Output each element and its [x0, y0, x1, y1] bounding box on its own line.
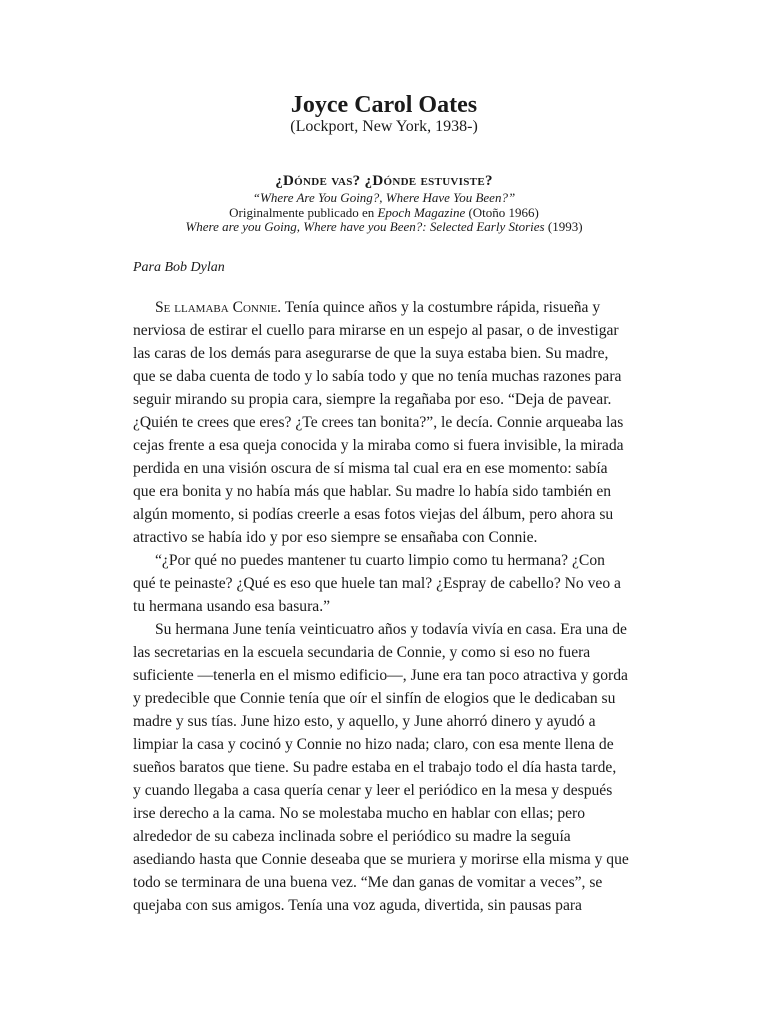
- body-line: las secretarias en la escuela secundaria de Connie, y como si eso no fuera: [133, 644, 591, 661]
- body-line: sueños baratos que tiene. Su padre estaba en el trabajo todo el día hasta tarde,: [133, 759, 617, 776]
- body-line: quejaba con sus amigos. Tenía una voz aguda, divertida, sin pausas para: [133, 897, 582, 914]
- body-line: alrededor de su cabeza inclinada sobre el periódico su madre la seguía: [133, 828, 571, 845]
- body-line: madre y sus tías. June hizo esto, y aquello, y June ahorró dinero y ayudó a: [133, 713, 596, 730]
- collection-year: (1993): [544, 219, 583, 234]
- body-line: nerviosa de estirar el cuello para mirarse en un espejo al pasar, o de investigar: [133, 322, 619, 339]
- publication-prefix: Originalmente publicado en: [229, 205, 378, 220]
- body-line: tu hermana usando esa basura.”: [133, 598, 331, 615]
- opening-smallcaps: Se llamaba Connie.: [155, 299, 282, 316]
- body-line: Su hermana June tenía veinticuatro años y todavía vivía en casa. Era una de: [155, 621, 627, 638]
- body-line: seguir mirando su propia cara, siempre la regañaba por eso. “Deja de pavear.: [133, 391, 612, 408]
- body-line-text: Tenía quince años y la costumbre rápida, risueña y: [281, 299, 601, 316]
- body-line: asediando hasta que Connie deseaba que se muriera y morirse ella misma y que: [133, 851, 629, 868]
- body-line: atractivo se había ido y por eso siempre se ensañaba con Connie.: [133, 529, 538, 546]
- body-line: cejas frente a esa queja conocida y la miraba como si fuera invisible, la mirada: [133, 437, 624, 454]
- body-line: suficiente —tenerla en el mismo edificio—, June era tan poco atractiva y gorda: [133, 667, 628, 684]
- body-line: ¿Quién te crees que eres? ¿Te crees tan bonita?”, le decía. Connie arqueaba las: [133, 414, 624, 431]
- body-line: que se daba cuenta de todo y lo sabía todo y que no tenía muchas razones para: [133, 368, 622, 385]
- collection-title: Where are you Going, Where have you Been?: Selected Early Stories: [185, 219, 545, 234]
- body-line: y predecible que Connie tenía que oír el sinfín de elogios que le dedicaban su: [133, 690, 616, 707]
- author-name: Joyce Carol Oates: [290, 92, 478, 118]
- body-line: las caras de los demás para asegurarse de que la suya estaba bien. Su madre,: [133, 345, 609, 362]
- body-line: limpiar la casa y cocinó y Connie no hizo nada; claro, con esa mente llena de: [133, 736, 614, 753]
- story-title: ¿Dónde vas? ¿Dónde estuviste?: [275, 173, 493, 189]
- body-line: perdida en una visión oscura de sí misma tal cual era en ese momento: sabía: [133, 460, 608, 477]
- publication-note: [0, 205, 768, 220]
- publication-suffix: (Otoño 1966): [465, 205, 539, 220]
- body-line: algún momento, si podías creerle a esas fotos viejas del álbum, pero ahora su: [133, 506, 614, 523]
- body-line: y cuando llegaba a casa quería cenar y leer el periódico en la mesa y después: [133, 782, 613, 799]
- body-line: qué te peinaste? ¿Qué es eso que huele tan mal? ¿Espray de cabello? No veo a: [133, 575, 621, 592]
- story-body: [133, 296, 663, 917]
- body-line: “¿Por qué no puedes mantener tu cuarto limpio como tu hermana? ¿Con: [155, 552, 605, 569]
- author-origin: (Lockport, New York, 1938-): [290, 118, 478, 135]
- body-line: [133, 296, 663, 319]
- original-title: “Where Are You Going?, Where Have You Been?”: [252, 190, 516, 205]
- body-line: irse derecho a la cama. No se molestaba mucho en hablar con ellas; pero: [133, 805, 586, 822]
- collection-note: [0, 219, 768, 234]
- body-line: todo se terminara de una buena vez. “Me dan ganas de vomitar a veces”, se: [133, 874, 603, 891]
- publication-magazine: Epoch Magazine: [377, 205, 466, 220]
- dedication: Para Bob Dylan: [133, 260, 225, 275]
- body-line: que era bonita y no había más que hablar. Su madre lo había sido también en: [133, 483, 612, 500]
